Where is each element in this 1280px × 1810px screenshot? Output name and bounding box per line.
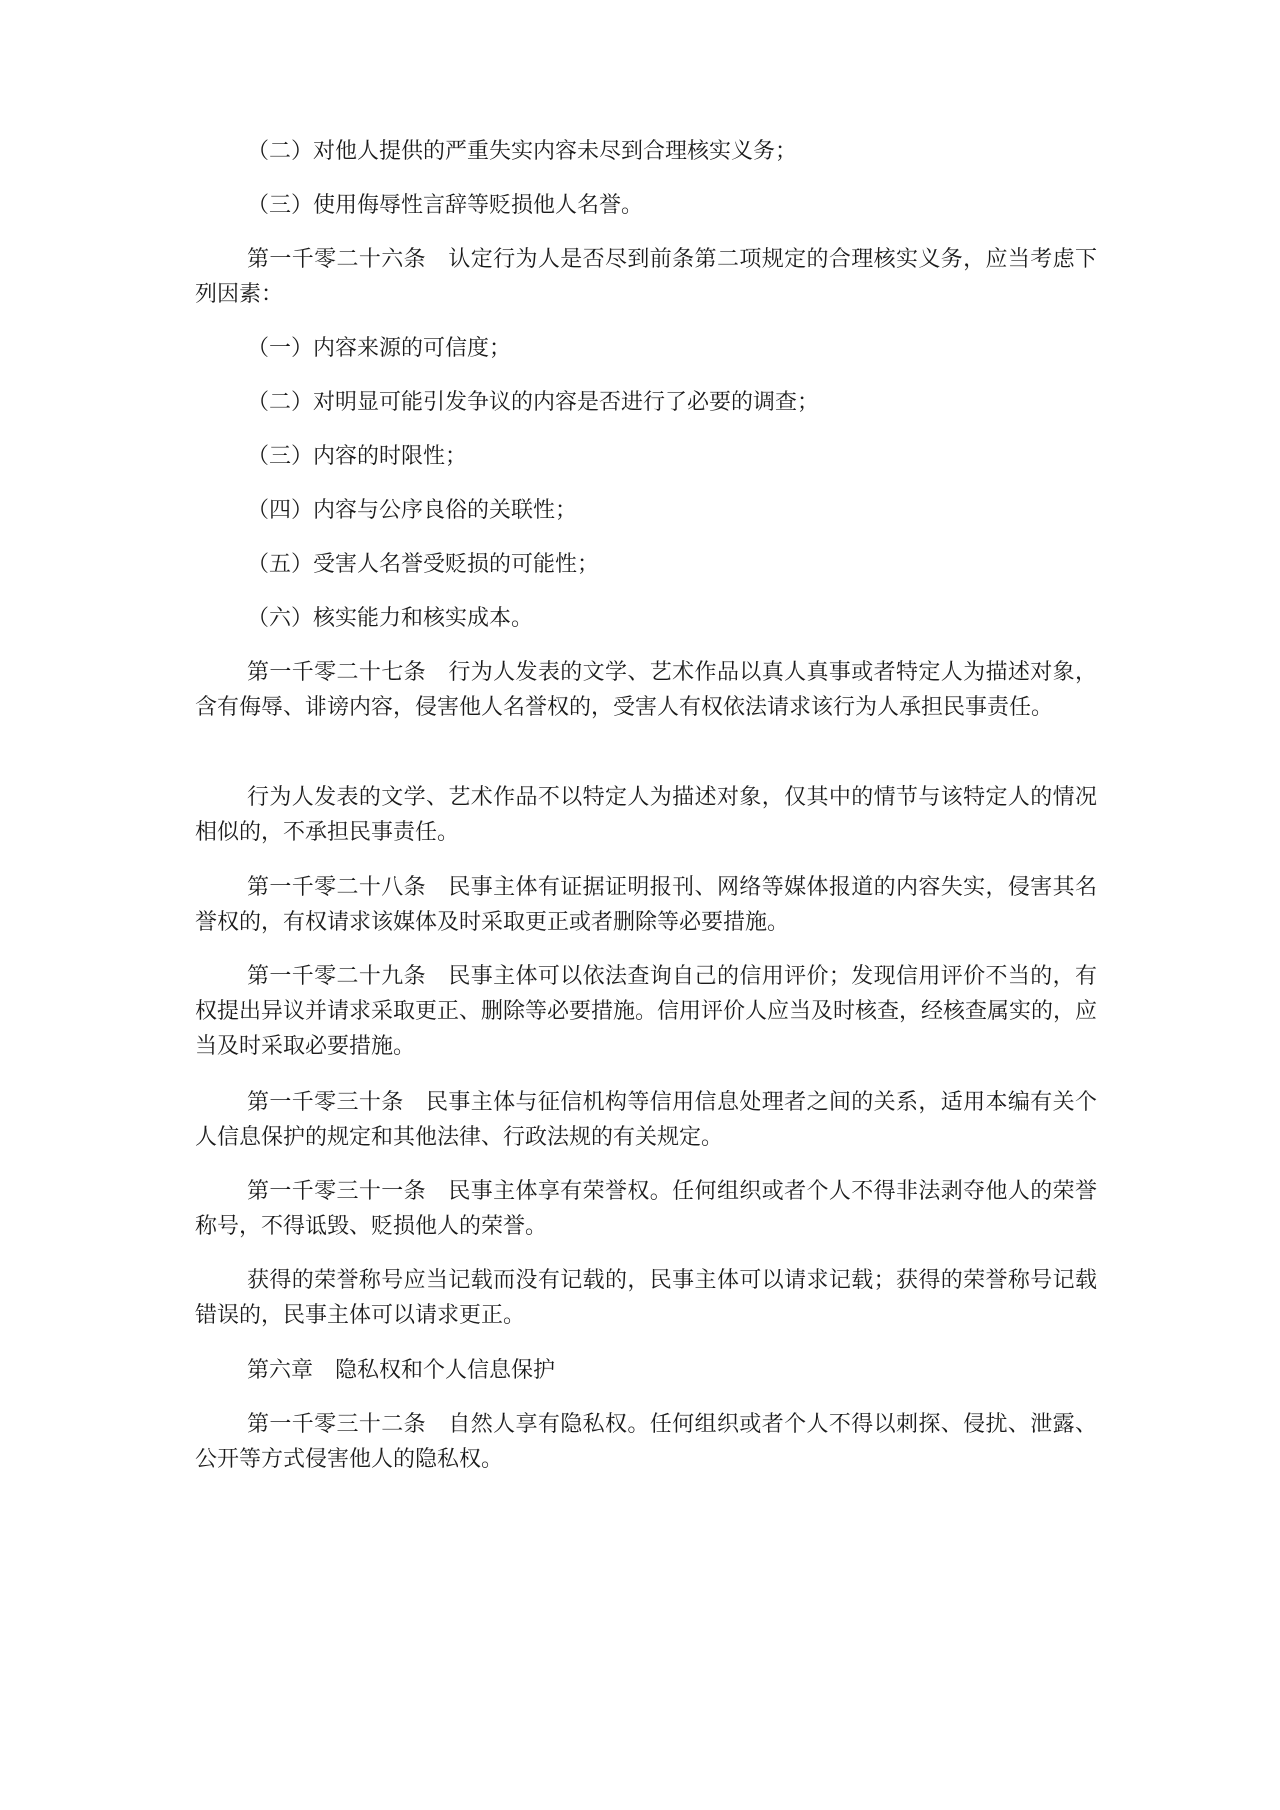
factor-item-3: （三）内容的时限性； <box>247 444 468 469</box>
article-1031-paragraph-2: 获得的荣誉称号应当记载而没有记载的，民事主体可以请求记载；获得的荣誉称号记载错误的，民事主体可以请求更正。 <box>195 1268 1097 1328</box>
article-1030: 第一千零三十条 民事主体与征信机构等信用信息处理者之间的关系，适用本编有关个人信息保护的规定和其他法律、行政法规的有关规定。 <box>195 1090 1097 1150</box>
chapter-6-heading: 第六章 隐私权和个人信息保护 <box>247 1358 556 1383</box>
factor-item-2: （二）对明显可能引发争议的内容是否进行了必要的调查； <box>247 390 820 415</box>
article-1031: 第一千零三十一条 民事主体享有荣誉权。任何组织或者个人不得非法剥夺他人的荣誉称号，不得诋毁、贬损他人的荣誉。 <box>195 1179 1097 1239</box>
article-1027-paragraph-2: 行为人发表的文学、艺术作品不以特定人为描述对象，仅其中的情节与该特定人的情况相似的，不承担民事责任。 <box>195 785 1097 845</box>
paragraph-item-3: （三）使用侮辱性言辞等贬损他人名誉。 <box>247 193 644 218</box>
article-1027: 第一千零二十七条 行为人发表的文学、艺术作品以真人真事或者特定人为描述对象，含有侮辱、诽谤内容，侵害他人名誉权的，受害人有权依法请求该行为人承担民事责任。 <box>195 660 1097 720</box>
factor-item-6: （六）核实能力和核实成本。 <box>247 606 534 631</box>
factor-item-4: （四）内容与公序良俗的关联性； <box>247 498 578 523</box>
article-1026: 第一千零二十六条 认定行为人是否尽到前条第二项规定的合理核实义务，应当考虑下列因素： <box>195 247 1097 307</box>
article-1028: 第一千零二十八条 民事主体有证据证明报刊、网络等媒体报道的内容失实，侵害其名誉权的，有权请求该媒体及时采取更正或者删除等必要措施。 <box>195 875 1097 935</box>
paragraph-item-2: （二）对他人提供的严重失实内容未尽到合理核实义务； <box>247 139 798 164</box>
factor-item-5: （五）受害人名誉受贬损的可能性； <box>247 552 600 577</box>
article-1032: 第一千零三十二条 自然人享有隐私权。任何组织或者个人不得以刺探、侵扰、泄露、公开等方式侵害他人的隐私权。 <box>195 1412 1097 1472</box>
article-1029: 第一千零二十九条 民事主体可以依法查询自己的信用评价；发现信用评价不当的，有权提出异议并请求采取更正、删除等必要措施。信用评价人应当及时核查，经核查属实的，应当及时采取必要措施。 <box>195 964 1098 1059</box>
factor-item-1: （一）内容来源的可信度； <box>247 336 512 361</box>
